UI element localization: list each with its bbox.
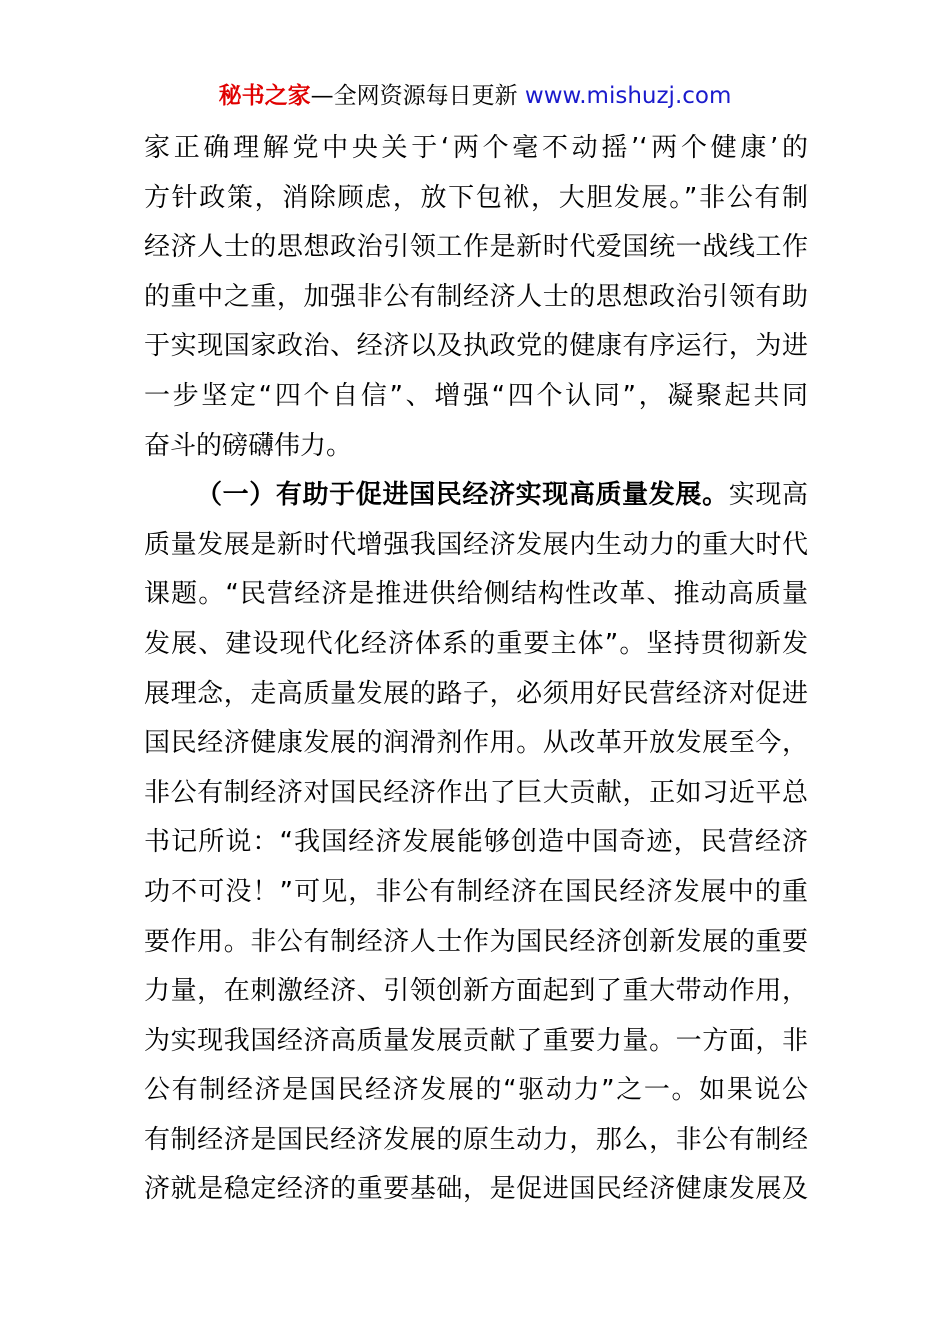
text-line: 质量发展是新时代增强我国经济发展内生动力的重大时代 (144, 529, 808, 560)
text-line: 非公有制经济对国民经济作出了巨大贡献，正如习近平总 (144, 777, 808, 808)
site-brand: 秘书之家 (218, 83, 311, 109)
text-line: 奋斗的磅礴伟力。 (144, 430, 353, 461)
text-line: 家正确理解党中央关于‘两个毫不动摇’‘两个健康’的 (144, 133, 808, 163)
text-line: 课题。“民营经济是推进供给侧结构性改革、推动高质量 (144, 579, 808, 610)
paragraph-1 (144, 124, 808, 471)
text-line: 国民经济健康发展的润滑剂作用。从改革开放发展至今， (144, 728, 808, 759)
text-line: 发展、建设现代化经济体系的重要主体”。坚持贯彻新发 (144, 628, 808, 659)
site-url-link[interactable]: www.mishuzj.com (524, 83, 732, 109)
text-line: 为实现我国经济高质量发展贡献了重要力量。一方面，非 (144, 1025, 808, 1056)
section-heading-rest: 实现高 (728, 480, 808, 511)
text-line: 的重中之重，加强非公有制经济人士的思想政治引领有助 (144, 281, 808, 312)
site-tagline: —全网资源每日更新 (310, 83, 518, 109)
text-line: 公有制经济是国民经济发展的“驱动力”之一。如果说公 (144, 1075, 808, 1106)
section-heading-line (144, 471, 808, 521)
text-line: 一步坚定“四个自信”、增强“四个认同”，凝聚起共同 (144, 380, 808, 411)
text-line: 力量，在刺激经济、引领创新方面起到了重大带动作用， (144, 976, 808, 1007)
text-line: 有制经济是国民经济发展的原生动力，那么，非公有制经 (144, 1124, 808, 1155)
text-line: 要作用。非公有制经济人士作为国民经济创新发展的重要 (144, 926, 808, 957)
text-line: 书记所说：“我国经济发展能够创造中国奇迹，民营经济 (144, 827, 808, 858)
text-line: 功不可没！”可见，非公有制经济在国民经济发展中的重 (144, 876, 808, 907)
site-header (0, 80, 950, 112)
text-line: 济就是稳定经济的重要基础，是促进国民经济健康发展及 (144, 1174, 808, 1205)
section-1 (144, 471, 808, 1215)
text-line: 展理念，走高质量发展的路子，必须用好民营经济对促进 (144, 678, 808, 709)
text-line: 方针政策，消除顾虑，放下包袱，大胆发展。”非公有制 (144, 182, 808, 213)
document-body (144, 124, 808, 1215)
section-heading: （一）有助于促进国民经济实现高质量发展。 (196, 480, 729, 511)
text-line: 经济人士的思想政治引领工作是新时代爱国统一战线工作 (144, 232, 808, 263)
text-line: 于实现国家政治、经济以及执政党的健康有序运行，为进 (144, 331, 808, 362)
